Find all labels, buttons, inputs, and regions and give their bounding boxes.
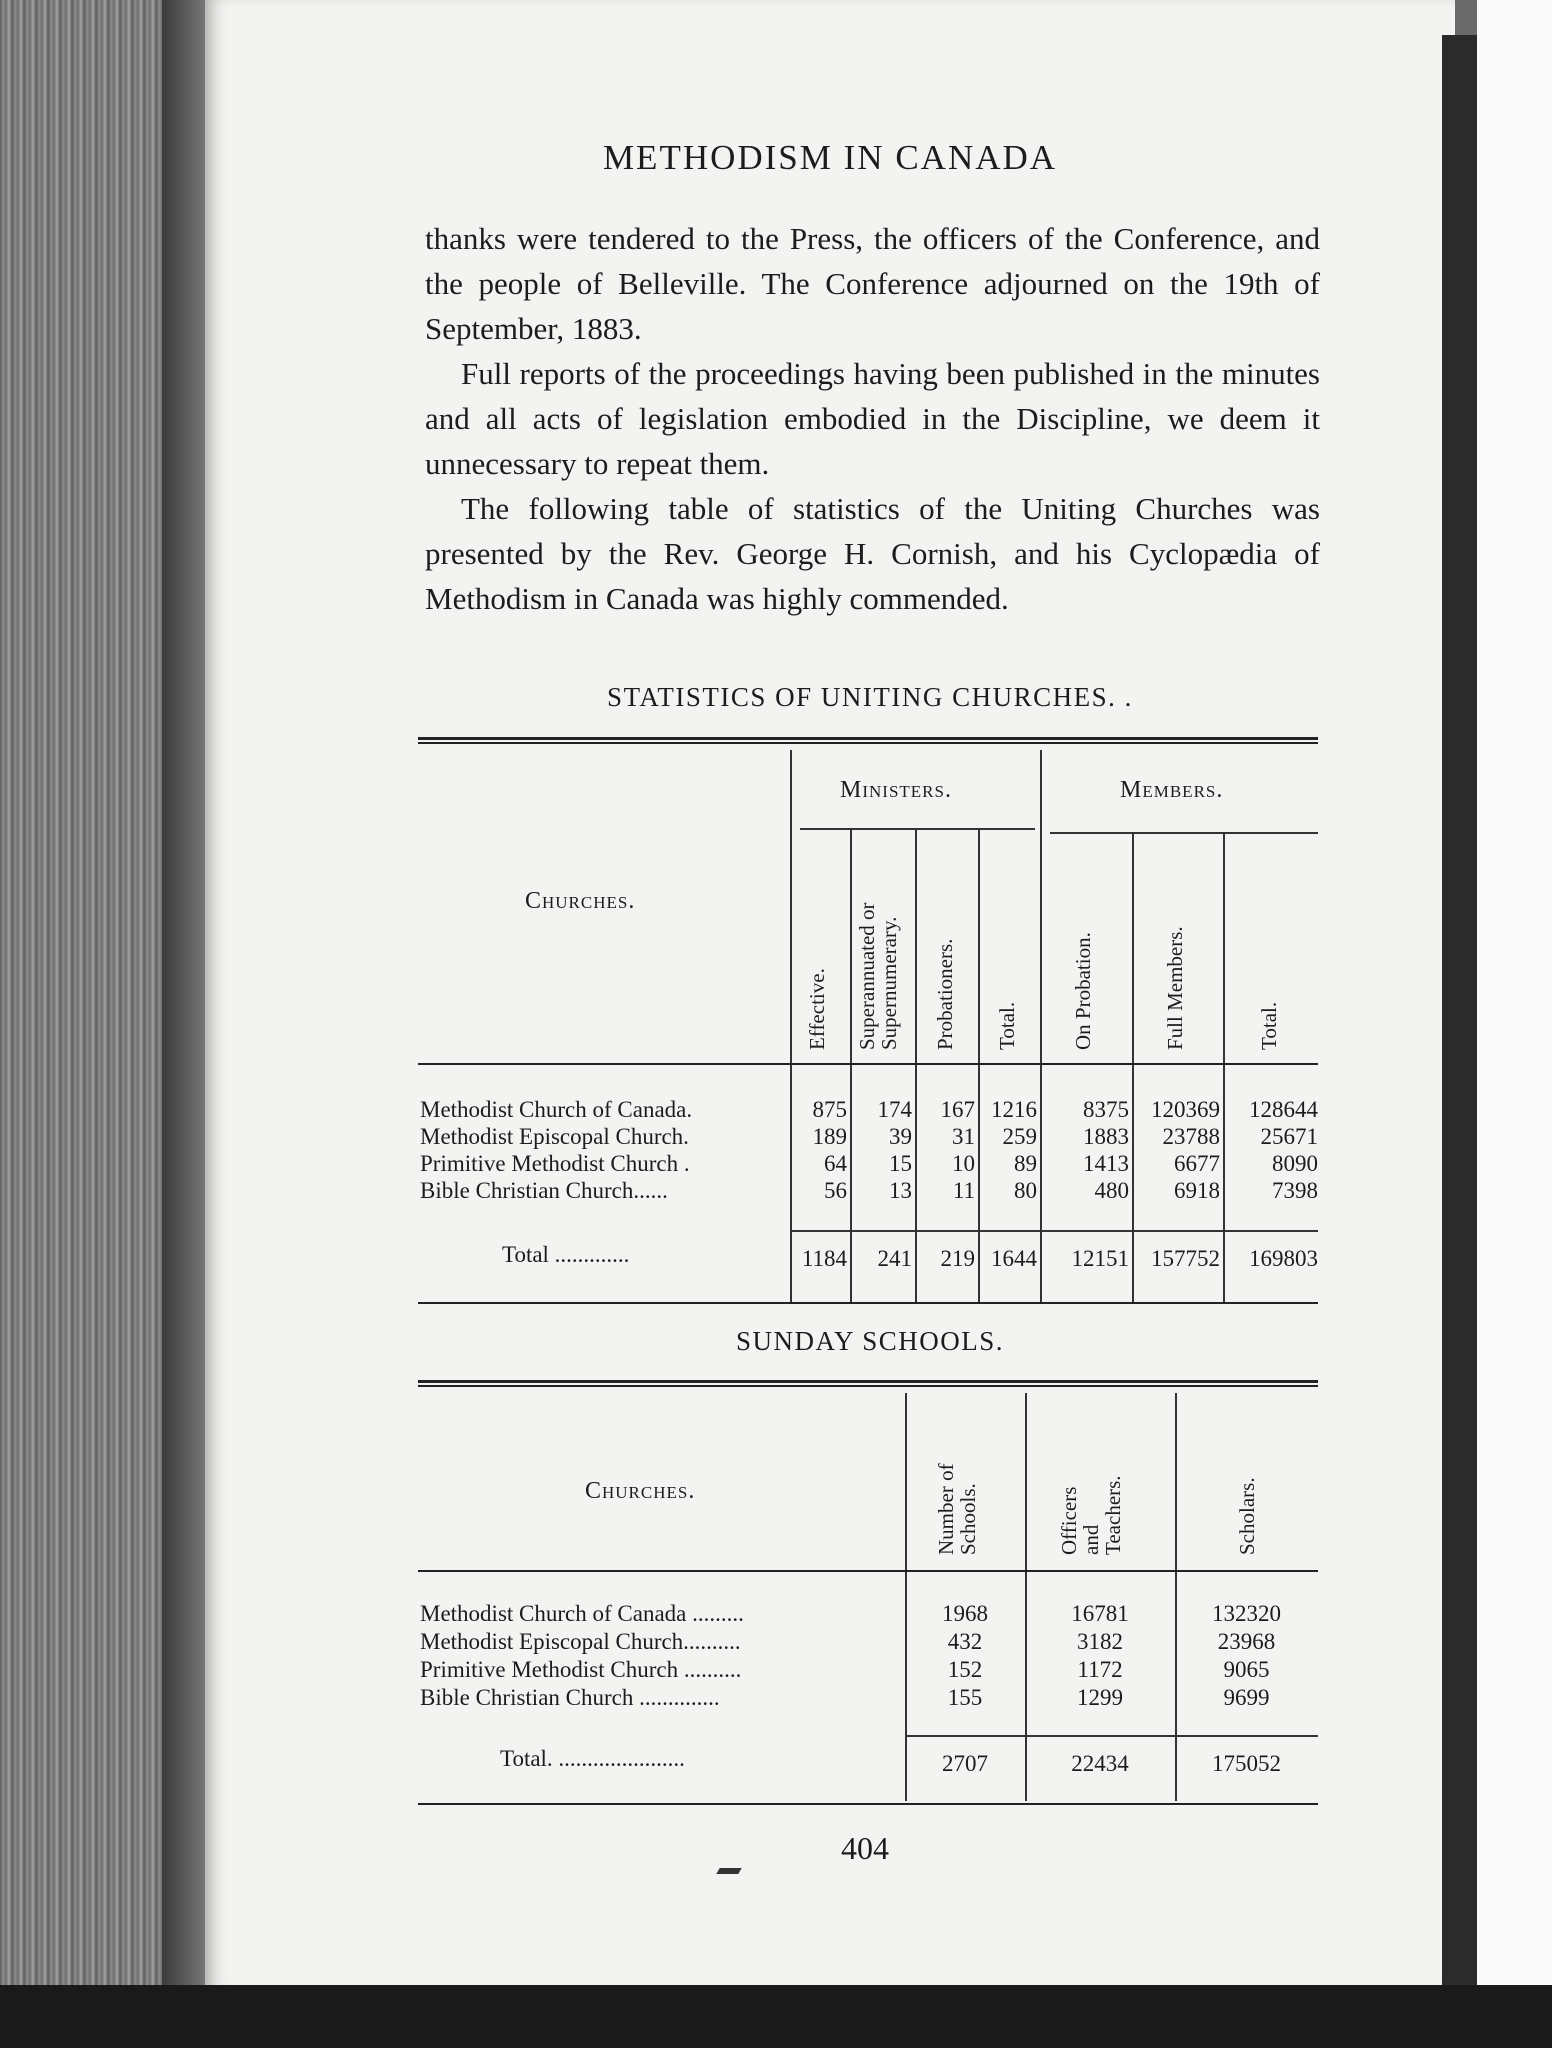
statistics-cell-super: 15: [889, 1151, 912, 1176]
ss-row-name: Methodist Church of Canada .........: [420, 1601, 744, 1626]
members-header: Members.: [1120, 777, 1224, 803]
header-bottom-rule: [418, 1063, 1318, 1065]
page-number: 404: [841, 1830, 889, 1866]
statistics-cell-effective: 875: [812, 1097, 847, 1122]
ss-cell-officers: 1172: [1077, 1657, 1123, 1682]
printer-mark: [716, 1868, 741, 1874]
paragraph: thanks were tendered to the Press, the officers of the Conference, and the people of Belleville. The Conference adjourned on the 19th of September, 1883.: [425, 221, 1320, 346]
ss-row-name: Methodist Episcopal Church..........: [420, 1629, 741, 1654]
column-divider: [790, 750, 792, 1302]
col-members-total: Total.: [1257, 1001, 1281, 1050]
statistics-cell-prob: 31: [952, 1124, 975, 1149]
statistics-row-name: Primitive Methodist Church .: [420, 1151, 690, 1176]
statistics-cell-prob: 11: [952, 1178, 975, 1203]
col-probationers: Probationers.: [933, 938, 957, 1050]
col-superannuated: [856, 830, 906, 1050]
ss-total-scholars: 175052: [1212, 1751, 1281, 1776]
ss-cell-officers: 16781: [1071, 1601, 1129, 1626]
col-ministers-total: Total.: [995, 1001, 1019, 1050]
ss-churches-header: Churches.: [585, 1478, 696, 1504]
statistics-cell-effective: 56: [824, 1178, 847, 1203]
statistics-cell-total: 7398: [1272, 1178, 1318, 1203]
statistics-cell-total: 25671: [1260, 1124, 1318, 1149]
column-divider: [1025, 1393, 1027, 1801]
statistics-cell-mtotal: 80: [1014, 1178, 1037, 1203]
totals-rule: [790, 1230, 1318, 1232]
ministers-underline: [800, 828, 1035, 830]
ss-bottom-rule: [418, 1803, 1318, 1805]
statistics-cell-onprob: 480: [1094, 1178, 1129, 1203]
col-full-members: Full Members.: [1163, 926, 1187, 1050]
ss-totals-rule: [905, 1735, 1318, 1737]
body-text: [425, 216, 1320, 621]
statistics-total-label: Total .............: [502, 1242, 630, 1267]
statistics-cell-prob: 10: [952, 1151, 975, 1176]
statistics-cell-effective: 64: [824, 1151, 847, 1176]
ss-cell-scholars: 9699: [1223, 1685, 1270, 1710]
statistics-cell-super: 39: [889, 1124, 912, 1149]
statistics-cell-full: 23788: [1162, 1124, 1220, 1149]
ss-row-name: Bible Christian Church ..............: [420, 1685, 720, 1710]
ss-total-officers: 22434: [1071, 1751, 1129, 1776]
ss-cell-schools: 432: [947, 1629, 983, 1654]
ss-cell-schools: 152: [947, 1657, 983, 1682]
ss-total-label: Total. ......................: [500, 1746, 685, 1771]
ss-cell-scholars: 132320: [1212, 1601, 1281, 1626]
column-divider: [1175, 1393, 1177, 1801]
ss-top-rule: [418, 1380, 1318, 1387]
statistics-row-name: Methodist Church of Canada.: [420, 1097, 693, 1122]
ss-header-bottom-rule: [418, 1570, 1318, 1572]
col-number-of-schools: [935, 1405, 985, 1555]
col-schools-line1: Number of: [934, 1463, 958, 1555]
total-members: 169803: [1249, 1246, 1318, 1271]
col-officers-teachers: [1058, 1415, 1130, 1555]
statistics-row-name: Methodist Episcopal Church.: [420, 1124, 689, 1149]
paragraph: The following table of statistics of the Uniting Churches was presented by the Rev. George H. Cornish, and his Cyclopædia of Methodism in Canada was highly commended.: [425, 491, 1320, 616]
col-on-probation: On Probation.: [1071, 932, 1095, 1050]
statistics-cell-full: 6677: [1174, 1151, 1220, 1176]
running-head: METHODISM IN CANADA: [602, 138, 1058, 177]
statistics-cell-effective: 189: [812, 1124, 847, 1149]
col-schools-line2: Schools.: [956, 1483, 980, 1555]
ss-total-schools: 2707: [942, 1751, 988, 1776]
statistics-cell-super: 174: [877, 1097, 912, 1122]
sunday-schools-title: SUNDAY SCHOOLS.: [735, 1326, 1005, 1356]
statistics-cell-onprob: 8375: [1083, 1097, 1129, 1122]
statistics-cell-full: 6918: [1174, 1178, 1220, 1203]
col-superannuated-line1: Superannuated or: [855, 902, 879, 1050]
paragraph: Full reports of the proceedings having been published in the minutes and all acts of legislation embodied in the Discipline, we deem it unnecessary to repeat them.: [425, 356, 1320, 481]
column-divider: [905, 1393, 907, 1801]
facing-page-edge: [1442, 35, 1477, 1985]
total-ministers: 1644: [991, 1246, 1037, 1271]
total-super: 241: [877, 1246, 912, 1271]
total-on-probation: 12151: [1071, 1246, 1129, 1271]
members-underline: [1050, 832, 1318, 834]
statistics-cell-mtotal: 1216: [991, 1097, 1037, 1122]
statistics-cell-total: 128644: [1249, 1097, 1318, 1122]
col-scholars: Scholars.: [1235, 1477, 1259, 1555]
statistics-cell-super: 13: [889, 1178, 912, 1203]
ss-cell-scholars: 23968: [1217, 1629, 1276, 1654]
statistics-cell-prob: 167: [940, 1097, 975, 1122]
ministers-header: Ministers.: [840, 777, 952, 803]
scan-bottom-border: [0, 1985, 1552, 2048]
col-officers-line3: Teachers.: [1101, 1475, 1125, 1555]
col-officers-line2: and: [1079, 1524, 1103, 1555]
total-full-members: 157752: [1151, 1246, 1220, 1271]
total-effective: 1184: [801, 1246, 847, 1271]
table-bottom-rule: [418, 1302, 1318, 1304]
col-effective: Effective.: [805, 968, 829, 1050]
ss-cell-officers: 1299: [1077, 1685, 1123, 1710]
facing-page: [1477, 0, 1552, 2048]
statistics-title: STATISTICS OF UNITING CHURCHES. .: [607, 682, 1133, 712]
ss-cell-scholars: 9065: [1223, 1657, 1270, 1682]
statistics-cell-onprob: 1883: [1083, 1124, 1129, 1149]
ss-cell-schools: 155: [947, 1685, 983, 1710]
churches-header: Churches.: [525, 888, 636, 914]
statistics-cell-mtotal: 89: [1014, 1151, 1037, 1176]
table-top-rule: [418, 737, 1318, 744]
column-divider: [1040, 750, 1042, 1302]
page-gutter-shadow: [162, 0, 205, 1990]
ss-cell-officers: 3182: [1077, 1629, 1123, 1654]
statistics-cell-mtotal: 259: [1002, 1124, 1037, 1149]
statistics-cell-total: 8090: [1272, 1151, 1318, 1176]
col-officers-line1: Officers: [1057, 1486, 1081, 1555]
ss-row-name: Primitive Methodist Church ..........: [420, 1657, 742, 1682]
col-superannuated-line2: Supernumerary.: [877, 916, 901, 1050]
statistics-cell-onprob: 1413: [1083, 1151, 1129, 1176]
ss-cell-schools: 1968: [942, 1601, 988, 1626]
statistics-cell-full: 120369: [1151, 1097, 1220, 1122]
statistics-row-name: Bible Christian Church......: [420, 1178, 668, 1203]
total-probationers: 219: [940, 1246, 975, 1271]
